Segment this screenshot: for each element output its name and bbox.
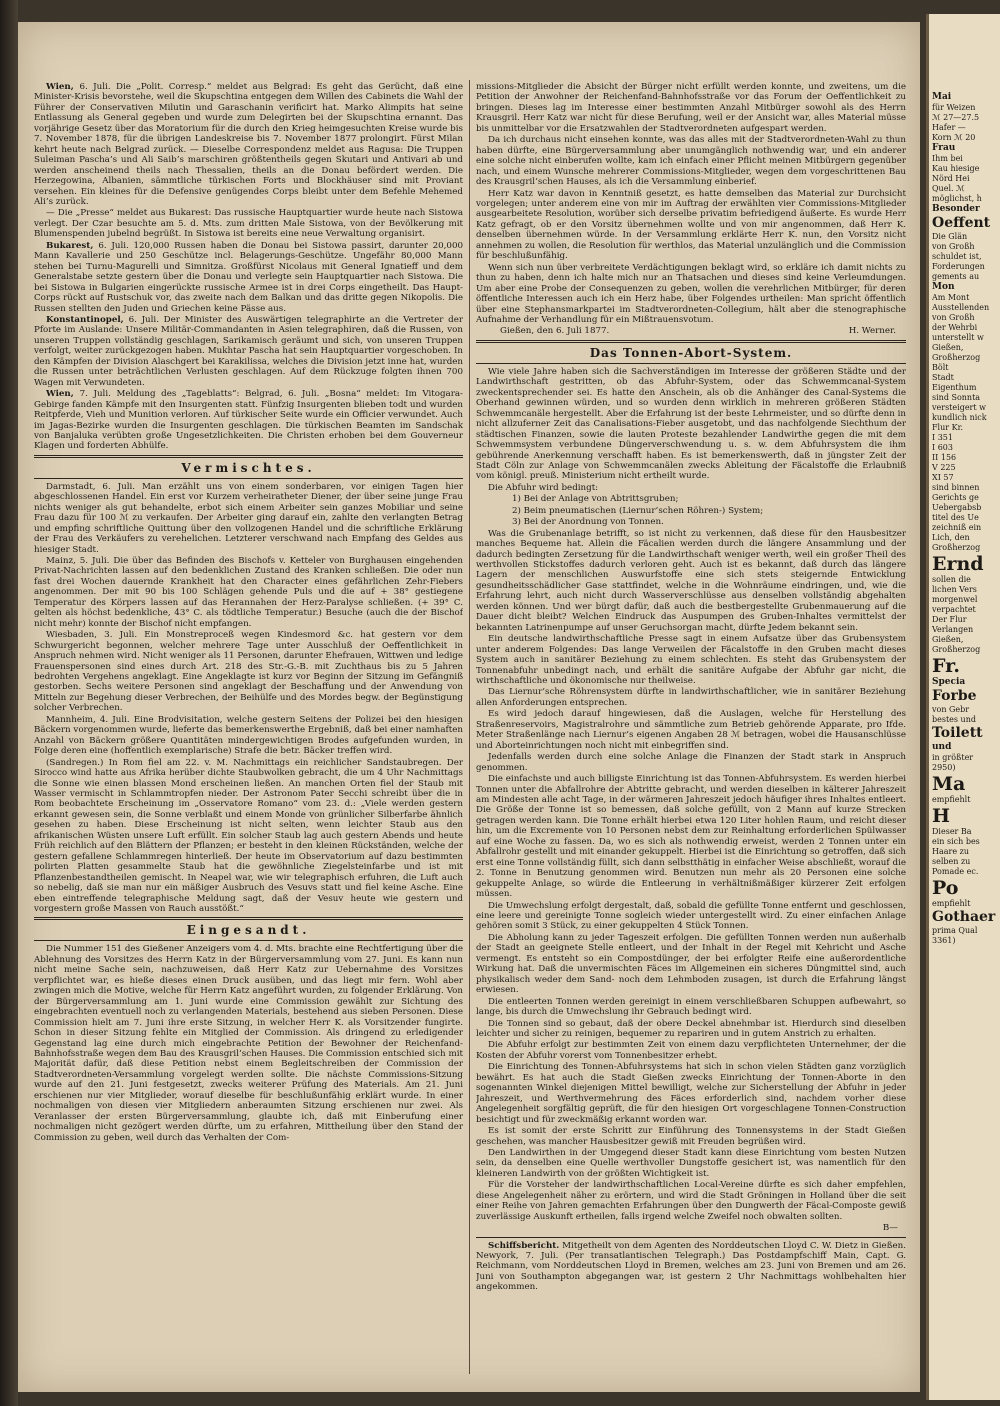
left-column bbox=[34, 82, 463, 1392]
adjacent-page-fragment: Bölt bbox=[932, 363, 949, 372]
adjacent-page-fragment: Am Mont bbox=[932, 293, 970, 302]
adjacent-page-fragment: H bbox=[932, 805, 950, 827]
eingesandt-paragraph: Da ich durchaus nicht einsehen konnte, was das alles mit der Stadtverordneten-Wahl zu thun haben dürfte, eine Bürgerversammlung aber unumgänglich nothwendig war, und ein anderer eine solche nicht einberufen wollte, kam ich einfach einer Pflicht meinen Mitbürgern gegenüber nach, und einem Wunsche mehrerer Commissions-Mitglieder, wegen dem vorgeschrittenen Bau des Krausgril’schen Hauses, als ich die Versammlung einberief. bbox=[476, 135, 906, 188]
schiffsbericht-lead: Schiffsbericht. bbox=[488, 1240, 560, 1251]
adjacent-page-fragment: 2950) bbox=[932, 763, 956, 772]
vermischtes-item: Darmstadt, 6. Juli. Man erzählt uns von einem sonderbaren, vor einigen Tagen hier abgeschlossenen Handel. Ein erst vor Kurzem verheiratheter Diener, der über seine junge Frau nichts weniger als gut behandelte, erbot sich einem Arbeiter sein ganzes Mobiliar und seine Frau dazu für 100 ℳ zu verkaufen. Der Arbeiter ging darauf ein, zahlte den verlangten Betrag und empfing schriftliche Quittung über den vollzogenen Handel und die schriftliche Erklärung der Frau des Verkäufers zu verehelichen. Letzterer verschwand nach Empfang des Geldes aus hiesiger Stadt. bbox=[34, 481, 463, 555]
adjacent-page-fragment: Flur Kr. bbox=[932, 423, 964, 432]
adjacent-page-fragment: Frau bbox=[932, 143, 956, 153]
adjacent-page-fragment: sind Sonnta bbox=[932, 393, 981, 402]
adjacent-page-fragment: für Weizen bbox=[932, 103, 976, 112]
tonnen-condition-item: 2) Beim pneumatischen (Liernur’schen Röhren-) System; bbox=[512, 505, 764, 516]
adjacent-page-fragment: kundlich nick bbox=[932, 413, 987, 422]
vermischtes-item: (Sandregen.) In Rom fiel am 22. v. M. Nachmittags ein reichlicher Sandstaubregen. Der Sirocco wind hatte aus Afrika herüber dichte Staubwolken gebracht, die um 4 Uhr Nachmittags die Sonne wie einen blassen Mond erscheinen ließen. An manchen Orten fiel der Staub mit Wasser vermischt in Schlammtropfen nieder. Der Astronom Pater Secchi schreibt über die in Rom beobachtete Erscheinung im „Osservatore Romano“ vom 23. d.: „Viele werden gestern erkannt gewesen sein, die Sonne verblaßt und einem Monde von grünlicher Silberfarbe ähnlich gesehen zu haben. Diese Erscheinung ist nicht selten, wenn leichter Staub aus den afrikanischen Wüsten unsere Luft erfüllt. Ein solcher Staub lag auch gestern Abends und heute Früh reichlich auf den Blättern der Pflanzen; er besteht in den kleinen Rückständen, welche der gestern gefallene Schlammregen hinterließ. Der heute im Observatorium auf dazu bestimmten polirten Platten gesammelte Staub hat die gewöhnliche Ziegelsteinfarbe und ist mit Pflanzenbestandtheilen gemischt. In Neapel war, wie wir telegraphisch erfuhren, die Luft auch so nebelig, daß sie man nur ein mäßiger Ausbruch des Vesuvs statt und fiel keine Asche. Eine eben eintreffende telegraphische Meldung sagt, daß der Vesuv heute wie gestern und vorgestern große Massen von Rauch ausstößt.“ bbox=[34, 757, 463, 914]
adjacent-page-fragment: morgenwel bbox=[932, 595, 978, 604]
adjacent-page-fragment: Lich, den bbox=[932, 533, 970, 542]
adjacent-page-fragment: Hafer — bbox=[932, 123, 966, 132]
adjacent-page-fragment: Mai bbox=[932, 92, 952, 102]
adjacent-page-fragment: von Großh bbox=[932, 242, 975, 251]
vermischtes-item: Mainz, 5. Juli. Die über das Befinden des Bischofs v. Ketteler von Burghausen eingehenden Privat-Nachrichten lassen auf den bedenklichen Zustand des Kranken schließen. Die oder nun fast drei Wochen dauernde Krankheit hat den Character eines gefährlichen Zehr-Fiebers angenommen. Der mit 90 bis 100 Schlägen gehende Puls und die auf + 38° gestiegene Temperatur des Körpers lassen auf das Herannahen der Herz-Paralyse schließen. (+ 39° C. gelten als höchst bedenkliche, 43° C. als tödtliche Temperatur.) Besuche (auch die der Bischof nicht mehr) konnte der Bischof nicht empfangen. bbox=[34, 556, 463, 629]
adjacent-page-fragment: gements au bbox=[932, 272, 980, 281]
news-item-lead: Wien, bbox=[46, 389, 80, 400]
adjacent-page-fragment: Fr. bbox=[932, 655, 961, 677]
adjacent-page-fragment: 3361) bbox=[932, 936, 956, 945]
tonnen-signature: B— bbox=[882, 1223, 898, 1234]
adjacent-page-fragment: XI 57 bbox=[932, 473, 954, 482]
adjacent-page-fragment: Gießen, bbox=[932, 343, 964, 352]
adjacent-page-fragment: lichen Vers bbox=[932, 585, 977, 594]
adjacent-page-fragment: Großherzog bbox=[932, 353, 981, 362]
eingesandt-paragraph: Die Nummer 151 des Gießener Anzeigers vom 4. d. Mts. brachte eine Rechtfertigung über die Ablehnung des Vorsitzes des Herrn Katz in der Bürgerversammlung vom 27. Juni. Es kann nun nicht meine Sache sein, nachzuweisen, daß Herr Katz zur Uebernahme des Vorsitzes verpflichtet war, es hieße dieses einen Druck ausüben, und das liegt mir fern. Wohl aber zwingen mich die Motive, welche für Herrn Katz angeführt wurden, zu folgender Erklärung. Von der Bürgerversammlung am 1. Juni wurde eine Commission gewählt zur Sichtung des eingebrachten eventuell noch zu verlangenden Materials, bestehend aus sieben Personen. Diese Commission hielt am 7. Juni ihre erste Sitzung, in welcher Herr K. als Vorsitzender fungirte. Schon in dieser Sitzung fehlte ein Mitglied der Commission. Als dringend zu erledigender Gegenstand lag eine durch mich eingebrachte Petition der Bewohner der Reichenfand-Bahnhofsstraße wegen dem Bau des Krausgril’schen Hauses. Die Commission entschied sich mit Majorität dafür, daß diese Petition nebst einem Begleitschreiben der Commission der Stadtverordneten-Versammlung vorgelegt werden sollte. Die nächste Commissions-Sitzung wurde auf den 21. Juni festgesetzt, zwecks weiterer Prüfung des Materials. Am 21. Juni erschienen nur vier Mitglieder, worauf dieselbe für beschlußunfähig erklärt wurde. In einer nochmaligen von diesen vier Mitgliedern anberaumten Sitzung erschienen nur zwei. Als Veranlasser der ersten Bürgerversammlung, glaubte ich, daß mit Einberufung einer nochmaligen nicht gezögert werden dürfte, um zu erfahren, Mittheilung über den Stand der Commission zu geben, weil durch das Verhalten der Com- bbox=[34, 944, 463, 1143]
eingesandt-paragraph: Wenn sich nun über verbreitete Verdächtigungen beklagt wird, so erkläre ich damit nichts zu thun zu haben, denn ich halte mich nur an Thatsachen und dieses sind keine Verleumdungen. Um aber eine Probe der Consequenzen zu geben, wollen die verehrlichen Mitbürger, für deren öffentliche Interessen auch ich ein Herz habe, über Folgendes urtheilen: Man spricht öffentlich über eine Stephansmarkpartei im Stadtverordneten-Collegium, hält aber die stenographische Aufnahme der Verhandlung für ein Mißtrauensvotum. bbox=[476, 262, 906, 325]
adjacent-page-fragment: Gothaer bbox=[932, 909, 996, 925]
adjacent-page-fragment: Korn ℳ 20 bbox=[932, 133, 976, 142]
adjacent-page-fragment: der Wehrbi bbox=[932, 323, 978, 332]
adjacent-page-fragment: empfiehlt bbox=[932, 795, 971, 804]
adjacent-page-fragment: Mon bbox=[932, 282, 955, 292]
adjacent-page-fragment: ℳ 27—27.5 bbox=[932, 113, 980, 122]
news-item-lead: Konstantinopel, bbox=[46, 314, 129, 325]
adjacent-page-fragment: Specia bbox=[932, 677, 966, 687]
signature-name: H. Werner. bbox=[848, 326, 896, 337]
adjacent-page-fragment: bestes und bbox=[932, 715, 976, 724]
tonnen-conditions bbox=[476, 494, 906, 527]
vermischtes-section bbox=[34, 482, 463, 915]
adjacent-page-fragment: Uebergabsb bbox=[932, 503, 982, 512]
news-item: Wien, 6. Juli. Die „Polit. Corresp.“ meldet aus Belgrad: Es geht das Gerücht, daß eine Minister-Krisis bevorstehe, weil die Skupschtina entgegen dem Willen des Cabinets die Wahl der Führer der Conservativen Milutin und Garaschanin verificirt hat. Marko Alimpits hat seine Entlassung als General gegeben und wurde zum Delegirten bei der Skupschtina ernannt. Das vorjährige Gesetz über das Moratorium für die durch den Krieg heimgesuchten Kreise wurde bis 7. November 1878, für die übrigen Landeskreise bis 7. November 1877 prolongirt. Fürst Milan kehrt heute nach Belgrad zurück. — Dieselbe Correspondenz meldet aus Ragusa: Die Truppen Suleiman Pascha’s und Ali Saib’s marschiren größtentheils gegen Skutari und Antivari ab und werden anscheinend theils nach Thessalien, theils an die Donau befördert werden. Die Herzegowina, Albanien, sämmtliche türkischen Forts und Blockhäuser sind mit Proviant versehen. Ein kleines für die Defensive genügendes Corps bleibt unter dem Befehle Mehemed Ali’s zurück. bbox=[34, 82, 463, 207]
eingesandt-section bbox=[34, 944, 463, 1143]
news-item: — Die „Presse“ meldet aus Bukarest: Das russische Hauptquartier wurde heute nach Sistowa verlegt. Der Czar besuchte am 5. d. Mts. zum dritten Male Sistowa, von der Bevölkerung mit Blumenspenden jubelnd begrüßt. In Sistowa ist bereits eine neue Verwaltung organisirt. bbox=[34, 208, 463, 240]
tonnen-paragraph: Die entleerten Tonnen werden gereinigt in einem verschließbaren Schuppen aufbewahrt, so lange, bis durch die Umwechslung ihr Gebrauch bedingt wird. bbox=[476, 996, 906, 1018]
book-binding bbox=[0, 0, 18, 1406]
adjacent-page-fragment: Forbe bbox=[932, 688, 977, 704]
newspaper-page bbox=[18, 22, 920, 1392]
adjacent-page-fragment: sollen die bbox=[932, 575, 971, 584]
news-item-lead: Bukarest, bbox=[46, 240, 99, 251]
section-rule bbox=[476, 363, 906, 364]
adjacent-page-fragment: Gießen, bbox=[932, 635, 964, 644]
adjacent-page-fragment: Ernd bbox=[932, 553, 984, 575]
tonnen-paragraph: Die einfachste und auch billigste Einrichtung ist das Tonnen-Abfuhrsystem. Es werden hierbei Tonnen unter die Abfallrohre der Abtritte gebracht, und werden dieselben in kälterer Jahreszeit am Mindesten alle acht Tage, in der wärmeren Jahreszeit jedoch häufiger ihres Inhaltes entleert. Die Größe der Tonne ist so bemessen, daß solche gefüllt, von 2 Mann auf kurze Strecken getragen werden kann. Die Tonne erhält hierbei etwa 120 Liter hohlen Raum, und reicht dieser hin, um die Excremente von 10 Personen nebst dem zur Reinhaltung erforderlichen Spülwasser auf eine Woche zu fassen. Da, wo es sich als nothwendig erweist, werden 2 Tonnen unter ein Abfallrohr gestellt und mit einander gekuppelt. Hierbei ist die Einrichtung so getroffen, daß sich erst eine Tonne vollständig füllt, sich dann selbstthätig in einfacher Weise abschließt, worauf die 2. Tonne in Benutzung genommen wird. Benutzen nun mehr als 20 Personen eine solche gekuppelte Anlage, so würde die Entleerung in verhältnißmäßiger kürzerer Zeit erfolgen müssen. bbox=[476, 774, 906, 900]
tonnen-condition-item: 1) Bei der Anlage von Abtrittsgruben; bbox=[512, 494, 679, 505]
signature-place-date: Gießen, den 6. Juli 1877. bbox=[500, 326, 610, 337]
news-item: Wien, 7. Juli. Meldung des „Tageblatts“: Belgrad, 6. Juli. „Bosna“ meldet: Im Vitogara-Gebirge fanden Kämpfe mit den Insurgenten statt. Fünfzig Insurgenten blieben todt und wurden Reitpferde, Vieh und Munition verloren. Auf türkischer Seite wurde ein Officier verwundet. Auch im Jagas-Bezirke wurden die Insurgenten geschlagen. Die türkischen Beamten im Sandschak von Banjaluka verübten große Ungesetzlichkeiten. Die Christen erhoben bei dem Gouverneur Klagen und forderten Abhülfe. bbox=[34, 389, 463, 452]
tonnen-paragraph: Es wird jedoch darauf hingewiesen, daß die Auslagen, welche für Herstellung des Straßenreservoirs, Magistralrohre und sämmtliche zum Betrieb gehörende Apparate, pro Ifde. Meter Straßenlänge nach Liernur’s eigenen Angaben 28 ℳ betragen, wobei die Hausanschlüsse und Aborteinrichtungen noch nicht mit einbegriffen sind. bbox=[476, 709, 906, 751]
adjacent-page-fragment: Po bbox=[932, 877, 959, 899]
eingesandt-paragraph: Herr Katz war davon in Kenntniß gesetzt, es hatte demselben das Material zur Durchsicht vorgelegen; unter anderem eine von mir im Auftrag der erwählten vier Commissions-Mitglieder ausgearbeitete Resolution, worüber sich derselbe privatim befriedigend äußerte. Es wurde Herr Katz gefragt, ob er den Vorsitz übernehmen wollte und von mir angenommen, daß Herr K. denselben übernehmen würde. In der Versammlung erklärte Herr K. nun, den Vorsitz nicht annehmen zu wollen, die Resolution für werthlos, das Material unzulänglich und die Commission für beschlußunfähig. bbox=[476, 188, 906, 262]
adjacent-page-fragment: selben zu bbox=[932, 857, 971, 866]
adjacent-page-fragment: Gerichts ge bbox=[932, 493, 979, 502]
adjacent-page-fragment: verpachtet bbox=[932, 605, 976, 614]
adjacent-page-fragment: und bbox=[932, 742, 952, 752]
section-rule bbox=[476, 340, 906, 343]
adjacent-page-fragment: Nörd Hei bbox=[932, 174, 970, 183]
news-item-lead: Wien, bbox=[46, 82, 80, 92]
adjacent-page-fragment: I 603 bbox=[932, 443, 953, 452]
eingesandt-continuation bbox=[476, 82, 906, 325]
tonnen-body bbox=[476, 529, 906, 1222]
adjacent-page-fragment: ein sich bes bbox=[932, 837, 980, 846]
adjacent-page-fragment: Großherzog bbox=[932, 543, 981, 552]
adjacent-page-fragment: Toilett bbox=[932, 725, 983, 741]
adjacent-page-fragment: Quel. ℳ bbox=[932, 184, 965, 193]
adjacent-page-fragment: Forderungen bbox=[932, 262, 985, 271]
adjacent-page-fragment: Großherzog bbox=[932, 645, 981, 654]
tonnen-paragraph: Die Einrichtung des Tonnen-Abfuhrsystems hat sich in schon vielen Städten ganz vorzüglich bewährt. Es hat auch die Stadt Gießen zwecks Einrichtung der Tonnen-Aborte in den sogenannten Winkel diejenigen Mittel bewilligt, welche zur Sicherstellung der Abfuhr in jeder Jahreszeit, und Werthvermehrung des Fäces erforderlich sind, nachdem vorher diese Angelegenheit sorgfältig geprüft, die für den hiesigen Ort vorgeschlagene Tonnen-Construction besichtigt und für zweckmäßig erkannt worden war. bbox=[476, 1062, 906, 1125]
eingesandt-heading: Eingesandt. bbox=[186, 923, 311, 938]
adjacent-page-fragment: Eigenthum bbox=[932, 383, 977, 392]
adjacent-page-fragment: Der Flur bbox=[932, 615, 967, 624]
adjacent-page-fragment: von Großh bbox=[932, 313, 975, 322]
tonnen-paragraph: Die Abholung kann zu jeder Tageszeit erfolgen. Die gefüllten Tonnen werden nun außerhalb der Stadt an geeignete Stelle entleert, und der Inhalt in der Regel mit Kehricht und Asche vermengt. Es entsteht so ein Compostdünger, der bei erfolgter Reife eine außerordentliche Wirkung hat. Daß die unvermischten Fäces im Allgemeinen ein sicheres Düngmittel sind, auch physikalisch weder dem Sand- noch dem Lehmboden zusagen, ist durch die Erfahrung längst erwiesen. bbox=[476, 932, 906, 996]
news-section bbox=[34, 82, 463, 452]
adjacent-page-fragment: Ausstellenden bbox=[932, 303, 990, 312]
adjacent-page-fragment: zeichniß ein bbox=[932, 523, 982, 532]
tonnen-heading: Das Tonnen-Abort-System. bbox=[589, 345, 793, 360]
tonnen-paragraph: Was die Grubenanlage betrifft, so ist nicht zu verkennen, daß diese für den Hausbesitzer manches Bequeme hat. Allein die Fäcalien werden durch die längere Ansammlung und der dadurch bedingten Zersetzung für die Landwirthschaft weniger werth, weil ein großer Theil des werthvollen Stickstoffes dadurch verloren geht. Auch ist es bekannt, daß durch das längere Lagern der menschlichen Auswurfstoffe eine sich stets steigernde Entwicklung gesundheitsschädlicher Gase stattfindet, welche in die Wohnräume eindringen, und, wie die Erfahrung lehrt, auch nicht durch Wasserverschlüsse aus denselben vollständig abgehalten werden können. Und wer bürgt dafür, daß auch die bestbergestellte Grubenmauerung auf die Dauer dicht bleibt? Welchen Eindruck das Auspumpen des Gruben-Inhaltes vermittelst der bekannten Latrinenpumpe auf unser Geruchsorgan macht, dürfte Jedem bekannt sein. bbox=[476, 528, 906, 633]
adjacent-page-fragment: sind binnen bbox=[932, 483, 980, 492]
tonnen-paragraph: Die Umwechslung erfolgt dergestalt, daß, sobald die gefüllte Tonne entfernt und geschlossen, eine leere und gereinigte Tonne sogleich wieder untergestellt wird. Zu einer einfachen Anlage gehören somit 3 Stück, zu einer gekuppelten 4 Stück Tonnen. bbox=[476, 900, 906, 932]
adjacent-page-fragment: Ma bbox=[932, 773, 966, 795]
eingesandt-paragraph: missions-Mitglieder die Absicht der Bürger nicht erfüllt werden konnte, und zweitens, um die Petition der Anwohner der Reichenfand-Bahnhofsstraße vor das Forum der Oeffentlichkeit zu bringen. Dieses lag im Interesse einer bestimmten Anzahl Mitbürger sowohl als des Herrn Krausgril. Herr Katz war nicht für diese Berufung, weil er der Ansicht war, alles Material müsse bis unmittelbar vor die Ersatzwahlen der Stadtverordneten aufgespart werden. bbox=[476, 82, 906, 134]
adjacent-page-fragments bbox=[929, 14, 1000, 946]
adjacent-page-fragment: V 225 bbox=[932, 463, 956, 472]
tonnen-paragraph: Für die Vorsteher der landwirthschaftlichen Local-Vereine dürfte es sich daher empfehlen, diese Angelegenheit näher zu erörtern, und wird die Stadt Gröningen in Holland über die seit einer Reihe von Jahren gemachten Erfahrungen über den Dungwerth der Fäcal-Composte gewiß zuverlässige Auskunft ertheilen, falls irgend welche Zweifel noch obwalten sollten. bbox=[476, 1180, 906, 1222]
signature-line bbox=[476, 326, 906, 336]
adjacent-page-fragment: II 156 bbox=[932, 453, 957, 462]
adjacent-page-fragment: möglichst, h bbox=[932, 194, 982, 203]
tonnen-condition-item: 3) Bei der Anordnung von Tonnen. bbox=[512, 517, 664, 528]
adjacent-page-fragment: Kau hiesige bbox=[932, 164, 980, 173]
adjacent-page-fragment: titel des Ue bbox=[932, 513, 979, 522]
section-rule bbox=[34, 478, 463, 479]
schiffsbericht bbox=[476, 1241, 906, 1293]
vermischtes-item: Wiesbaden, 3. Juli. Ein Monstreproceß wegen Kindesmord &c. hat gestern vor dem Schwurgericht begonnen, welcher mehrere Tage unter Ausschluß der Oeffentlichkeit in Anspruch nehmen wird. Nicht weniger als 11 Personen, darunter Ehefrauen, Wittwen und ledige Frauenspersonen sind eines durch Art. 218 des Str.-G.-B. mit Zuchthaus bis zu 5 Jahren bedrohten Vergehens angeklagt. Eine Angeklagte ist kurz vor Beginn der Sitzung im Gefängniß gestorben. Sechs weitere Personen sind angeklagt der Beschaffung und der Anwendung von Mitteln zur Begehung dieser Verbrechen, der Beihülfe und des Mordes begw. der Begünstigung solcher Verbrechen. bbox=[34, 630, 463, 714]
adjacent-page-fragment: Die Glän bbox=[932, 232, 968, 241]
vermischtes-item: Mannheim, 4. Juli. Eine Brodvisitation, welche gestern Seitens der Polizei bei den hiesigen Bäckern vorgenommen wurde, lieferte das bemerkenswerthe Ergebniß, daß bei einer namhaften Anzahl von Bäckern größere Quantitäten mindergewichtigen Brodes aufgefunden wurden, in Folge deren eine (hoffentlich exemplarische) Strafe die betr. Bäcker treffen wird. bbox=[34, 714, 463, 757]
adjacent-page-fragment: Ihm bei bbox=[932, 154, 963, 163]
tonnen-paragraph: Ein deutsche landwirthschaftliche Presse sagt in einem Aufsatze über das Grubensystem unter anderem Folgendes: Das lange Verweilen der Fäcalstoffe in den Gruben macht dieses System auch in sanitärer Beziehung zu einem schlechten. Es steht das Grubensystem der Tonnenabfuhr unbedingt nach, und erhält die sanitäre Aufgabe der Abfuhr gar nicht, die wirthschaftliche und ökonomische nur theilweise. bbox=[476, 634, 906, 687]
section-rule bbox=[34, 455, 463, 458]
adjacent-page-fragment: Besonder bbox=[932, 204, 980, 214]
tonnen-paragraph: Die Tonnen sind so gebaut, daß der obere Deckel abnehmbar ist. Hierdurch sind dieselben leichter und sicher zu reinigen, bequemer zu repariren und in gutem Anstrich zu erhalten. bbox=[476, 1018, 906, 1039]
adjacent-page-fragment: unterstellt w bbox=[932, 333, 984, 342]
tonnen-paragraph: Jedenfalls werden durch eine solche Anlage die Finanzen der Stadt stark in Anspruch genommen. bbox=[476, 752, 906, 773]
tonnen-section bbox=[476, 367, 906, 482]
news-item: Bukarest, 6. Juli. 120,000 Russen haben die Donau bei Sistowa passirt, darunter 20,000 Mann Kavallerie und 250 Geschütze incl. Belagerungs-Geschütze. Ungefähr 80,000 Mann stehen bei Turnu-Magurelli und Simnitza. Großfürst Nicolaus mit General Ignatieff und dem Generalstabe setzte gestern über die Donau und verlegte sein Hauptquartier nach Sistowa. Die bei Sistowa in Bulgarien eingerückte russische Armee ist in drei Corps eingetheilt. Das Haupt-Corps rückt auf Rustschuk vor, das zweite nach dem Balkan und das dritte gegen Nikopolis. Die Russen stellten den Juden und Griechen keine Pässe aus. bbox=[34, 240, 463, 314]
adjacent-page-fragment: von Gebr bbox=[932, 705, 970, 714]
adjacent-page-fragment: Stadt bbox=[932, 373, 954, 382]
adjacent-page-fragment: prima Qual bbox=[932, 926, 978, 935]
tonnen-paragraph: Es ist somit der erste Schritt zur Einführung des Tonnensystems in der Stadt Gießen geschehen, was mancher Hausbesitzer gewiß mit Freuden begrüßen wird. bbox=[476, 1126, 906, 1147]
adjacent-page-fragment: versteigert w bbox=[932, 403, 986, 412]
adjacent-page-fragment: Pomade ec. bbox=[932, 867, 979, 876]
tonnen-paragraph: Das Liernur’sche Röhrensystem dürfte in landwirthschaftlicher, wie in sanitärer Beziehung allen Anforderungen entsprechen. bbox=[476, 687, 906, 708]
adjacent-page-fragment: I 351 bbox=[932, 433, 953, 442]
adjacent-page-fragment: Haare zu bbox=[932, 847, 969, 856]
news-item: Konstantinopel, 6. Juli. Der Minister des Auswärtigen telegraphirte an die Vertreter der Pforte im Auslande: Unsere Militär-Commandanten in Asien telegraphiren, daß die Russen, von unseren Truppen vollständig geschlagen, Sarikamisch geräumt und sich, von unseren Truppen verfolgt, weiter zurückgezogen haben. Mukhtar Pascha hat sein Hauptquartier vorgeschoben. In den Kämpfen der Division Alaschgert bei Karakilissa, welches die Division jetzt inne hat, wurden die Russen unter beträchtlichen Verlusten geschlagen. Auf dem Rückzuge folgten ihnen 700 Wagen mit Verwundeten. bbox=[34, 314, 463, 388]
right-column bbox=[476, 82, 906, 1392]
section-rule bbox=[34, 917, 463, 920]
adjacent-page-fragment: in größter bbox=[932, 753, 974, 762]
tonnen-paragraph: Die Abfuhr erfolgt zur bestimmten Zeit von einem dazu verpflichteten Unternehmer, der die Kosten der Abfuhr vorerst vom Tonnenbesitzer erhebt. bbox=[476, 1040, 906, 1061]
schiffsbericht-text: Mitgetheilt von dem Agenten des Norddeutschen Lloyd C. W. Dietz in Gießen. Newyork, 7. Juli. (Per transatlantischen Telegraph.) Das Postdampfschiff Main, Capt. G. Reichmann, vom Norddeutschen Lloyd in Bremen, welches am 23. Juni von Bremen und am 26. Juni von Southampton abgegangen war, ist gestern 2 Uhr Nachmittags wohlbehalten hier angekommen. bbox=[476, 1240, 906, 1293]
adjacent-page-fragment: Verlangen bbox=[932, 625, 974, 634]
adjacent-page-fragment: Dieser Ba bbox=[932, 827, 972, 836]
adjacent-page-edge bbox=[926, 14, 1000, 1400]
section-rule bbox=[34, 940, 463, 941]
adjacent-page-fragment: Oeffent bbox=[932, 215, 991, 231]
vermischtes-heading: Vermischtes. bbox=[181, 460, 316, 475]
section-rule bbox=[476, 1237, 906, 1238]
adjacent-page-fragment: schuldet ist, bbox=[932, 252, 982, 261]
tonnen-paragraph: Wie viele Jahre haben sich die Sachverständigen im Interesse der größeren Städte und der Landwirthschaft gestritten, ob das Abfuhr-System, oder das Schwemmcanal-System zweckentsprechender sei. Es hatte den Anschein, als ob die Anhänger des Canal-Systems die Oberhand gewinnen würden, und so wurden denn wirklich in mehreren größeren Städten Schwemmcanäle hergestellt. Aber die Erfahrung ist der beste Lehrmeister, und so dürfte denn in nicht allzuferner Zeit das Canalisations-Fieber ausgetobt, und das nachfolgende Siechthum der städtischen Finanzen, sowie die lauten Proteste bezahlender Landwirthe gegen die mit dem Schwemmsystem verbundene Düngerverschwendung u. s. w. dem Abfuhrsystem die ihm gebührende Anerkennung verschafft haben. Es ist bemerkenswerth, daß in jüngster Zeit der Stadt Cöln zur Anlage von Schwemmcanälen zwecks Ableitung der Fäcalstoffe die Erlaubniß vom königl. preuß. Ministerium nicht ertheilt wurde. bbox=[476, 366, 906, 482]
tonnen-list-intro: Die Abfuhr wird bedingt: bbox=[488, 482, 599, 493]
tonnen-paragraph: Den Landwirthen in der Umgegend dieser Stadt kann diese Einrichtung vom besten Nutzen sein, da denselben eine Quelle werthvoller Dungstoffe gesichert ist, was namentlich für den kleineren Landwirth von der größten Wichtigkeit ist. bbox=[476, 1147, 906, 1179]
column-divider bbox=[469, 80, 470, 1374]
adjacent-page-fragment: empfiehlt bbox=[932, 899, 971, 908]
